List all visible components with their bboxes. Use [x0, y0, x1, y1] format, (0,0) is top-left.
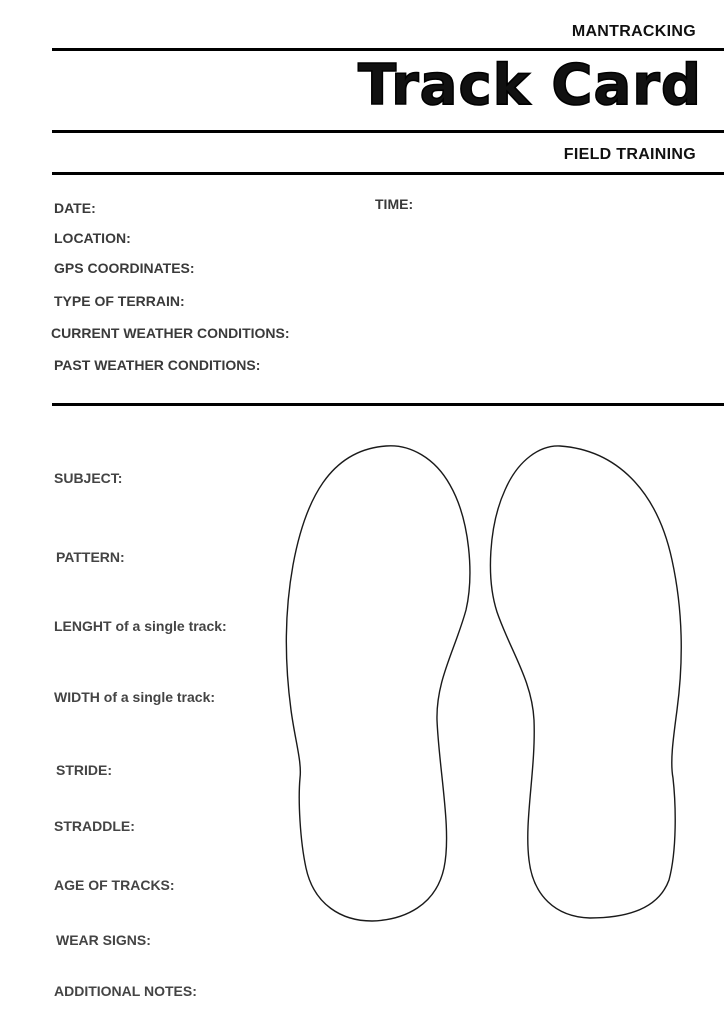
wear-signs-label: WEAR SIGNS: [56, 932, 151, 948]
page-title: Track Card [358, 53, 702, 118]
location-label: LOCATION: [54, 230, 131, 246]
left-shoe-outline [286, 446, 469, 921]
track-length-label: LENGHT of a single track: [54, 618, 227, 634]
time-label: TIME: [375, 196, 414, 212]
straddle-label: STRADDLE: [54, 818, 135, 834]
past-weather-label: PAST WEATHER CONDITIONS: [54, 357, 261, 373]
header-kicker: MANTRACKING [571, 23, 696, 40]
current-weather-label: CURRENT WEATHER CONDITIONS: [51, 325, 290, 341]
date-label: DATE: [54, 200, 96, 216]
track-width-label: WIDTH of a single track: [54, 689, 216, 705]
subject-label: SUBJECT: [54, 470, 123, 486]
right-shoe-outline [490, 446, 681, 918]
additional-notes-label: ADDITIONAL NOTES: [54, 983, 197, 999]
age-of-tracks-label: AGE OF TRACKS: [54, 877, 175, 893]
gps-coordinates-label: GPS COORDINATES: [54, 260, 195, 276]
header-subtitle: FIELD TRAINING [563, 146, 696, 163]
terrain-type-label: TYPE OF TERRAIN: [54, 293, 185, 309]
stride-label: STRIDE: [56, 762, 112, 778]
pattern-label: PATTERN: [56, 549, 125, 565]
